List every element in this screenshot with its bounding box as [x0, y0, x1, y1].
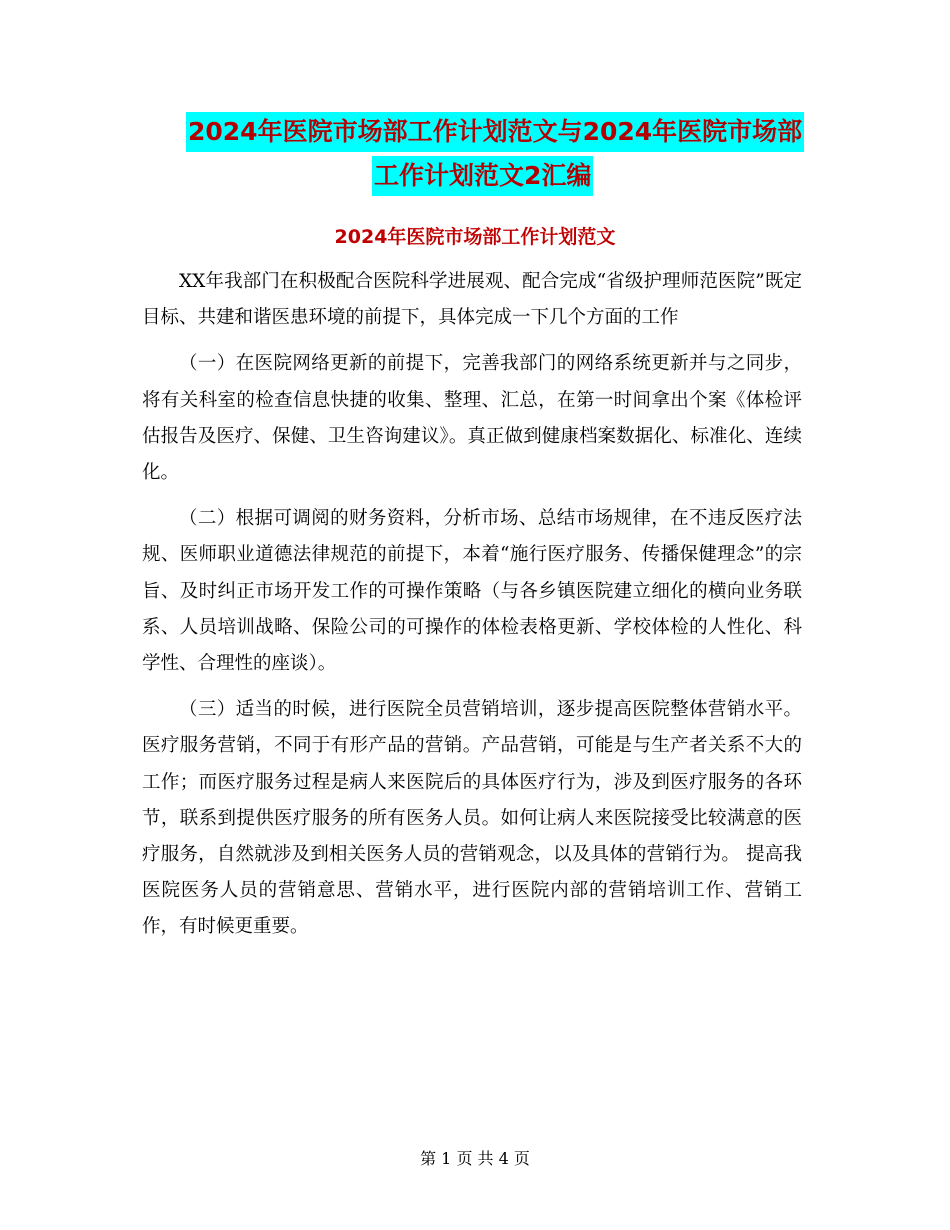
title-line-1: 2024年医院市场部工作计划范文与2024年医院市场部 [186, 112, 804, 152]
paragraph-item-3: （三）适当的时候，进行医院全员营销培训，逐步提高医院整体营销水平。医疗服务营销，不同于有形产品的营销。产品营销，可能是与生产者关系不大的工作；而医疗服务过程是病人来医院后的具体医疗行为，涉及到医疗服务的各环节，联系到提供医疗服务的所有医务人员。如何让病人来医院接受比较满意的医疗服务，自然就涉及到相关医务人员的营销观念，以及具体的营销行为。 提高我医院医务人员的营销意思、营销水平，进行医院内部的营销培训工作、营销工作，有时候更重要。 [142, 699, 802, 938]
paragraph-intro: XX年我部门在积极配合医院科学进展观、配合完成“省级护理师范医院”既定目标、共建和谐医患环境的前提下，具体完成一下几个方面的工作 [142, 271, 802, 329]
section-heading: 2024年医院市场部工作计划范文 [334, 226, 616, 248]
paragraph-item-2: （二）根据可调阅的财务资料，分析市场、总结市场规律，在不违反医疗法规、医师职业道德法律规范的前提下，本着“施行医疗服务、传播保健理念”的宗旨、及时纠正市场开发工作的可操作策略（与各乡镇医院建立细化的横向业务联系、人员培训战略、保险公司的可操作的体检表格更新、学校体检的人性化、科学性、合理性的座谈）。 [142, 508, 802, 675]
paragraph-item-1: （一）在医院网络更新的前提下，完善我部门的网络系统更新并与之同步，将有关科室的检查信息快捷的收集、整理、汇总，在第一时间拿出个案《体检评估报告及医疗、保健、卫生咨询建议》。真正做到健康档案数据化、标准化、连续化。 [142, 353, 802, 484]
page-footer: 第 1 页 共 4 页 [420, 1149, 530, 1168]
body-text [142, 264, 802, 956]
title-line-2: 工作计划范文2汇编 [372, 156, 593, 196]
